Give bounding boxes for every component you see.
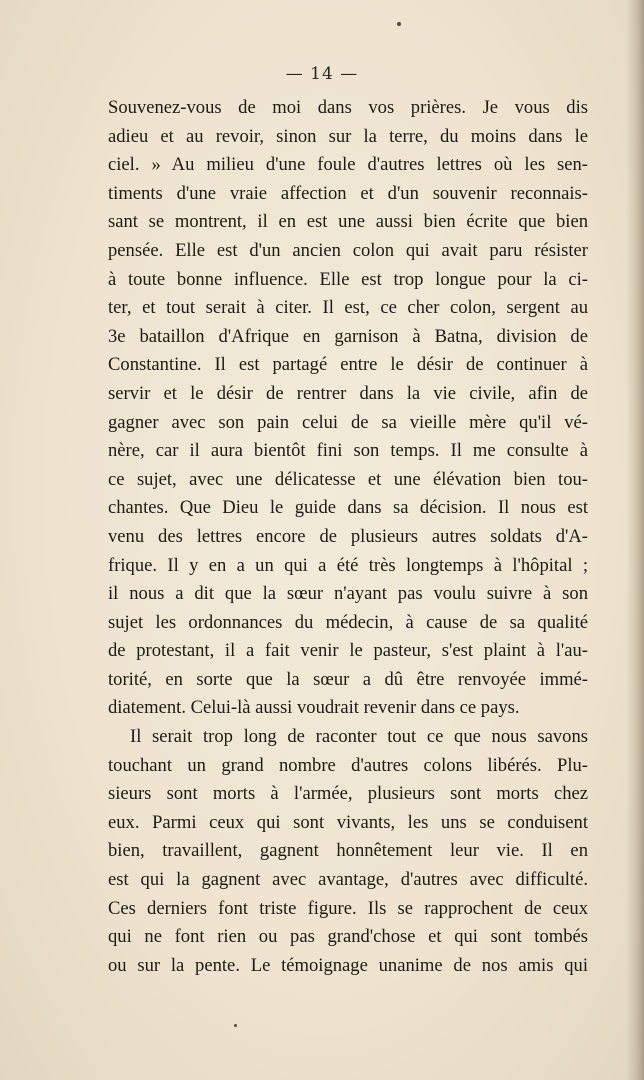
- ink-speck: [234, 1024, 237, 1027]
- body-text: [108, 94, 588, 980]
- text-line: frique. Il y en a un qui a été très longtemps à l'hôpital ;: [108, 554, 588, 576]
- text-line: ce sujet, avec une délicatesse et une élévation bien tou-: [108, 468, 588, 490]
- text-line: est qui la gagnent avec avantage, d'autres avec difficulté.: [108, 869, 588, 891]
- text-line: Souvenez-vous de moi dans vos prières. Je vous dis: [108, 97, 588, 118]
- text-line: diatement. Celui-là aussi voudrait revenir dans ce pays.: [108, 697, 520, 719]
- text-line: servir et le désir de rentrer dans la vie civile, afin de: [108, 382, 588, 404]
- text-line: il nous a dit que la sœur n'ayant pas voulu suivre à son: [108, 583, 588, 605]
- text-line: sujet les ordonnances du médecin, à cause de sa qualité: [108, 611, 588, 633]
- text-line: bien, travaillent, gagnent honnêtement leur vie. Il en: [108, 840, 588, 862]
- text-line: 3e bataillon d'Afrique en garnison à Batna, division de: [108, 325, 588, 347]
- text-line: eux. Parmi ceux qui sont vivants, les uns se conduisent: [108, 811, 588, 833]
- text-line: de protestant, il a fait venir le pasteur, s'est plaint à l'au-: [108, 640, 588, 662]
- text-line: pensée. Elle est d'un ancien colon qui avait paru résister: [108, 239, 588, 261]
- text-line: nère, car il aura bientôt fini son temps. Il me consulte à: [108, 440, 588, 462]
- text-line: adieu et au revoir, sinon sur la terre, du moins dans le: [108, 125, 588, 147]
- text-line: qui ne font rien ou pas grand'chose et qui sont tombés: [108, 926, 588, 948]
- text-line: touchant un grand nombre d'autres colons libérés. Plu-: [108, 754, 588, 776]
- page-number: — 14 —: [285, 64, 359, 84]
- ink-speck: [397, 22, 401, 26]
- text-line: Il serait trop long de raconter tout ce que nous savons: [130, 726, 588, 748]
- text-line: torité, en sorte que la sœur a dû être renvoyée immé-: [108, 668, 588, 690]
- text-line: ciel. » Au milieu d'une foule d'autres lettres où les sen-: [108, 154, 588, 176]
- text-line: ter, et tout serait à citer. Il est, ce cher colon, sergent au: [108, 297, 588, 319]
- text-line: sant se montrent, il en est une aussi bien écrite que bien: [108, 211, 588, 233]
- text-line: venu des lettres encore de plusieurs autres soldats d'A-: [108, 525, 588, 547]
- text-line: gagner avec son pain celui de sa vieille mère qu'il vé-: [108, 411, 588, 433]
- text-line: chantes. Que Dieu le guide dans sa décision. Il nous est: [108, 497, 588, 519]
- binding-shadow: [626, 0, 644, 1080]
- text-line: Constantine. Il est partagé entre le désir de continuer à: [108, 354, 588, 376]
- text-line: Ces derniers font triste figure. Ils se rapprochent de ceux: [108, 897, 588, 919]
- text-line: ou sur la pente. Le témoignage unanime de nos amis qui: [108, 954, 588, 976]
- text-line: timents d'une vraie affection et d'un souvenir reconnais-: [108, 182, 588, 204]
- text-line: sieurs sont morts à l'armée, plusieurs sont morts chez: [108, 783, 588, 805]
- text-line: à toute bonne influence. Elle est trop longue pour la ci-: [108, 268, 588, 290]
